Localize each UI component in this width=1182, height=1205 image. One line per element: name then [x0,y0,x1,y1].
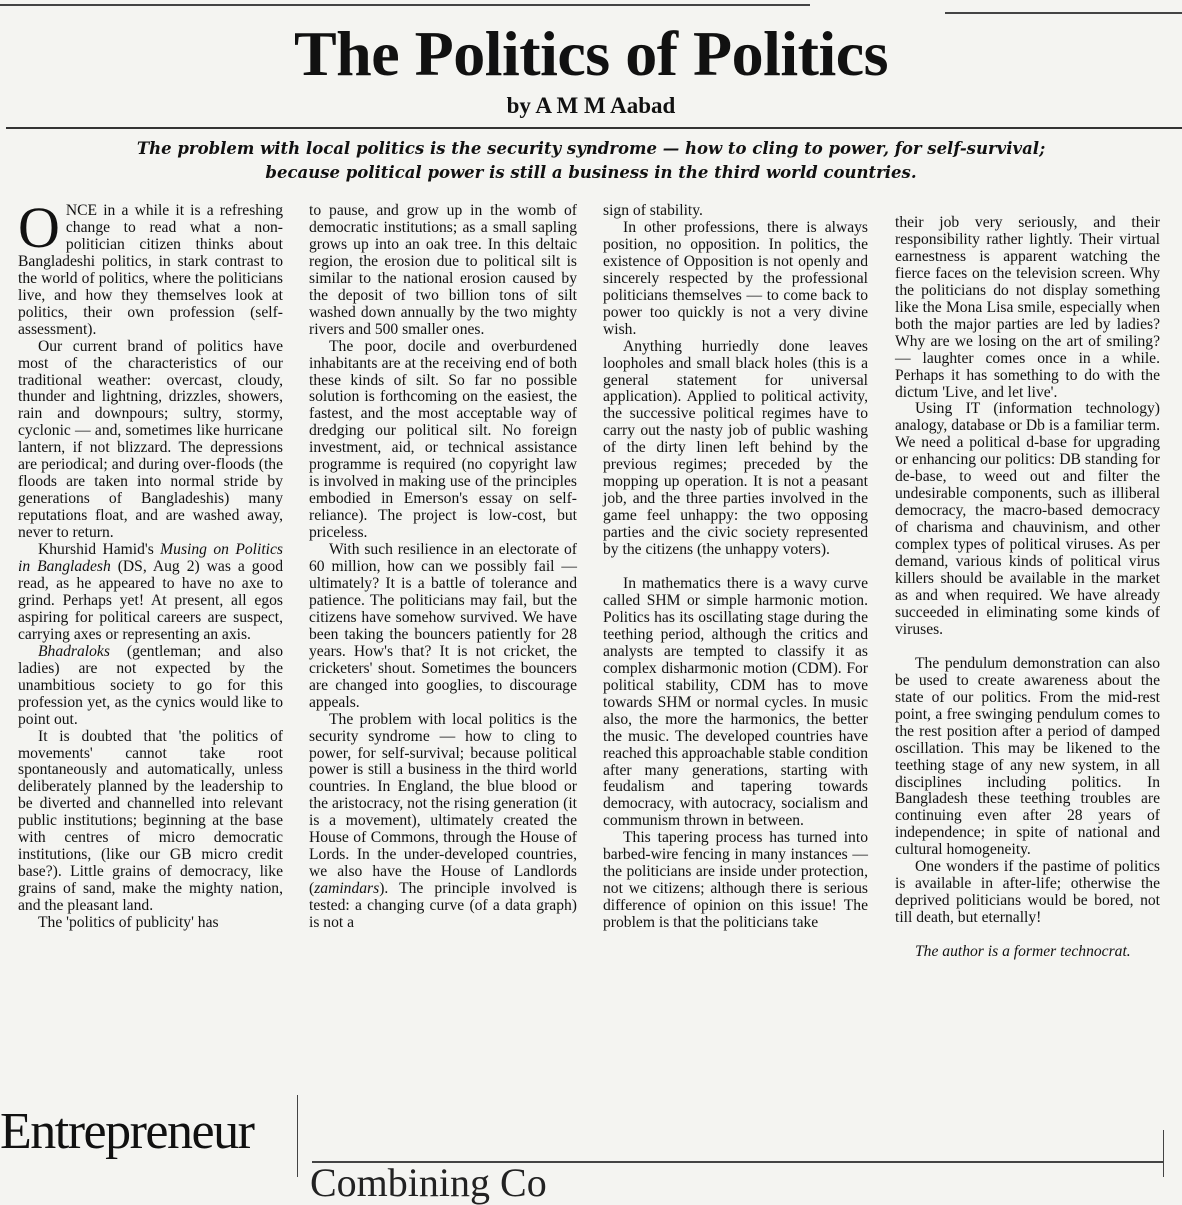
article-reference: Musing on Politics in Bangladesh [18,541,283,576]
footer-divider-vertical-right [1163,1130,1164,1177]
paragraph [18,644,283,729]
paragraph: The pendulum demonstration can also be used to create awareness about the state of our politics. From the mid-rest point, a free swinging pendulum comes to the rest position after a period of damped oscillation. This may be likened to the teething stage of any new system, in all disciplines including politics. In Bangladesh these teething troubles are continuing even after 28 years of independence; in spite of national and cultural homogeneity. [895,654,1160,859]
paragraph: their job very seriously, and their responsibility rather lightly. Their virtual earnestness is apparent watching the fierce faces on the television screen. Why the politicians do not display something like the Mona Lisa smile, especially when both the major parties are led by ladies? Why are we losing on the art of smiling? — laughter comes once in a while. Perhaps it has something to do with the dictum 'Live, and let live'. [895,214,1160,401]
article-title: The Politics of Politics [293,18,889,89]
paragraph: Anything hurriedly done leaves loopholes and small black holes (this is a general statement for universal application). Applied to political activity, the successive political regimes have to carry out the nasty job of public washing of the dirty linen left behind by the previous regimes; preceded by the mopping up operation. It is not a peasant job, and the three parties involved in the game feel unhappy: the two opposing parties and the civic society represented by the citizens (the unhappy voters). [603,337,868,559]
paragraph: With such resilience in an electorate of 60 million, how can we possibly fail — ultimately? It is a battle of tolerance and patience. The politicians may fail, but the citizens have somehow survived. We have been taking the bouncers patiently for 28 years. How's that? It is not cricket, the cricketers' shout. Sometimes the bouncers are changed into googlies, to discourage appeals. [309,541,577,711]
italic-term: zamindars [314,880,380,898]
italic-term: Bhadraloks [38,642,110,660]
paragraph-text: NCE in a while it is a refreshing change to read what a non-politician citizen thinks about Bangladeshi politics, in stark contrast to the world of politics, where the politicians live, and how they themselves look at politics, their own profession (self-assessment). [18,202,283,338]
paragraph: The poor, docile and overburdened inhabitants are at the receiving end of both these kinds of silt. So far no possible solution is forthcoming on the easiest, the fastest, and the most acceptable way of dredging our political silt. No foreign investment, aid, or technical assistance programme is required (no copyright law is involved in making use of the principles embodied in Emerson's essay on self-reliance). The project is low-cost, but priceless. [309,337,577,542]
standfirst-line-1: The problem with local politics is the security syndrome — how to cling to power, for self-survival; [136,139,1046,158]
column-1 [18,195,283,932]
paragraph: The 'politics of publicity' has [38,914,219,932]
drop-cap: O [18,195,60,260]
headline-divider [6,127,1182,129]
footer-divider-vertical [297,1095,298,1177]
text-run: (DS, Aug 2) was a good read, as he appeared to have no axe to grind. Perhaps yet! At present, all egos aspiring for political careers are suspect, carrying axes or representing an axis. [18,558,283,643]
author-note: The author is a former technocrat. [915,943,1131,961]
text-run: The problem with local politics is the security syndrome — how to cling to power, for self-survival; because political power is still a business in the third world countries. In England, the blue blood or the aristocracy, not the rising generation (it is a movement), ultimately created the House of Commons, through the House of Lords. In the under-developed countries, we also have the House of Landlords [309,710,577,881]
article-standfirst [20,137,1162,185]
text-run: ). The principle involved is tested: a changing curve (of a data graph) is not a [309,880,577,932]
paragraph [18,195,283,339]
column-3 [603,203,868,932]
paragraph: The problem with local politics is the security syndrome — how to cling to power, for self-survival; because political power is still a business in the third world countries. In England, the blue blood or the aristocracy, not the rising generation (it is a movement), ultimately created the House of Commons, through the House of Lords. In the under-developed countries, we also have the House of Landlords (zamindars). The principle involved is tested: a changing curve (of a data graph) is not a [309,710,577,932]
next-article-headline: Combining Co [310,1160,547,1205]
section-label: Entrepreneur [0,1103,254,1160]
paragraph: sign of stability. [603,202,703,219]
article-byline: by A M M Aabad [506,93,676,118]
paragraph: In other professions, there is always position, no opposition. In politics, the existence of Opposition is not openly and sincerely respected by the professional politicians themselves — to come back to power too quickly is not a very divine wish. [603,218,868,338]
text-run: Khurshid Hamid's [38,541,161,559]
top-rule-left [0,4,810,6]
column-4 [895,215,1160,961]
paragraph: It is doubted that 'the politics of movements' cannot take root spontaneously and automatically, unless deliberately planned by the leadership to be diverted and channelled into relevant public institutions; beginning at the base with centres of micro democratic institutions, (like our GB micro credit base?). Little grains of democracy, like grains of sand, make the mighty nation, and the pleasant land. [18,727,283,915]
paragraph [18,542,283,644]
paragraph: This tapering process has turned into barbed-wire fencing in many instances — the politicians are inside under protection, not we citizens; although there is serious difference of opinion on this issue! The problem is that the politicians take [603,829,868,932]
paragraph: In mathematics there is a wavy curve called SHM or simple harmonic motion. Politics has its oscillating stage during the teething period, although the critics and analysts are tempted to classify it as complex disharmonic motion (CDM). For political stability, CDM has to move towards SHM or normal cycles. In music also, the more the harmonics, the better the music. The developed countries have reached this approachable stable condition after many generations, starting with feudalism and tapering towards democracy, with autocracy, socialism and communism thrown in between. [603,575,868,830]
standfirst-line-2: because political power is still a business in the third world countries. [265,163,917,182]
paragraph: to pause, and grow up in the womb of democratic institutions; as a small sapling grows up into an oak tree. In this deltaic region, the erosion due to political silt is similar to the national erosion caused by the deposit of two billion tons of silt washed down annually by the two mighty rivers and 500 smaller ones. [309,202,577,338]
text-run: (gentleman; and also ladies) are not expected by the unambitious society to go for this profession yet, as the cynics would like to point out. [18,642,283,728]
paragraph: One wonders if the pastime of politics is available in after-life; otherwise the deprived politicians would be bored, not till death, but eternally! [895,858,1160,927]
top-rule-right [945,12,1182,14]
paragraph: Our current brand of politics have most of the characteristics of our traditional weather: overcast, cloudy, thunder and lightning, drizzles, showers, rain and downpours; sultry, stormy, cyclonic — and, sometimes like hurricane lantern, if not blizzard. The depressions are periodical; and during over-floods (the floods are taken into normal stride by generations of Bangladeshis) many reputations float, and are washed away, never to return. [18,337,283,542]
paragraph: Using IT (information technology) analogy, database or Db is a familiar term. We need a political d-base for upgrading or enhancing our politics: DB standing for de-base, to weed out and filter the undesirable components, such as illiberal democracy, the macro-based democracy of charisma and chauvinism, and other complex types of political viruses. As per demand, various kinds of political virus killers should be available in the market as and when required. We have already succeeded in eliminating some kinds of viruses. [895,400,1160,638]
column-2 [309,203,577,932]
